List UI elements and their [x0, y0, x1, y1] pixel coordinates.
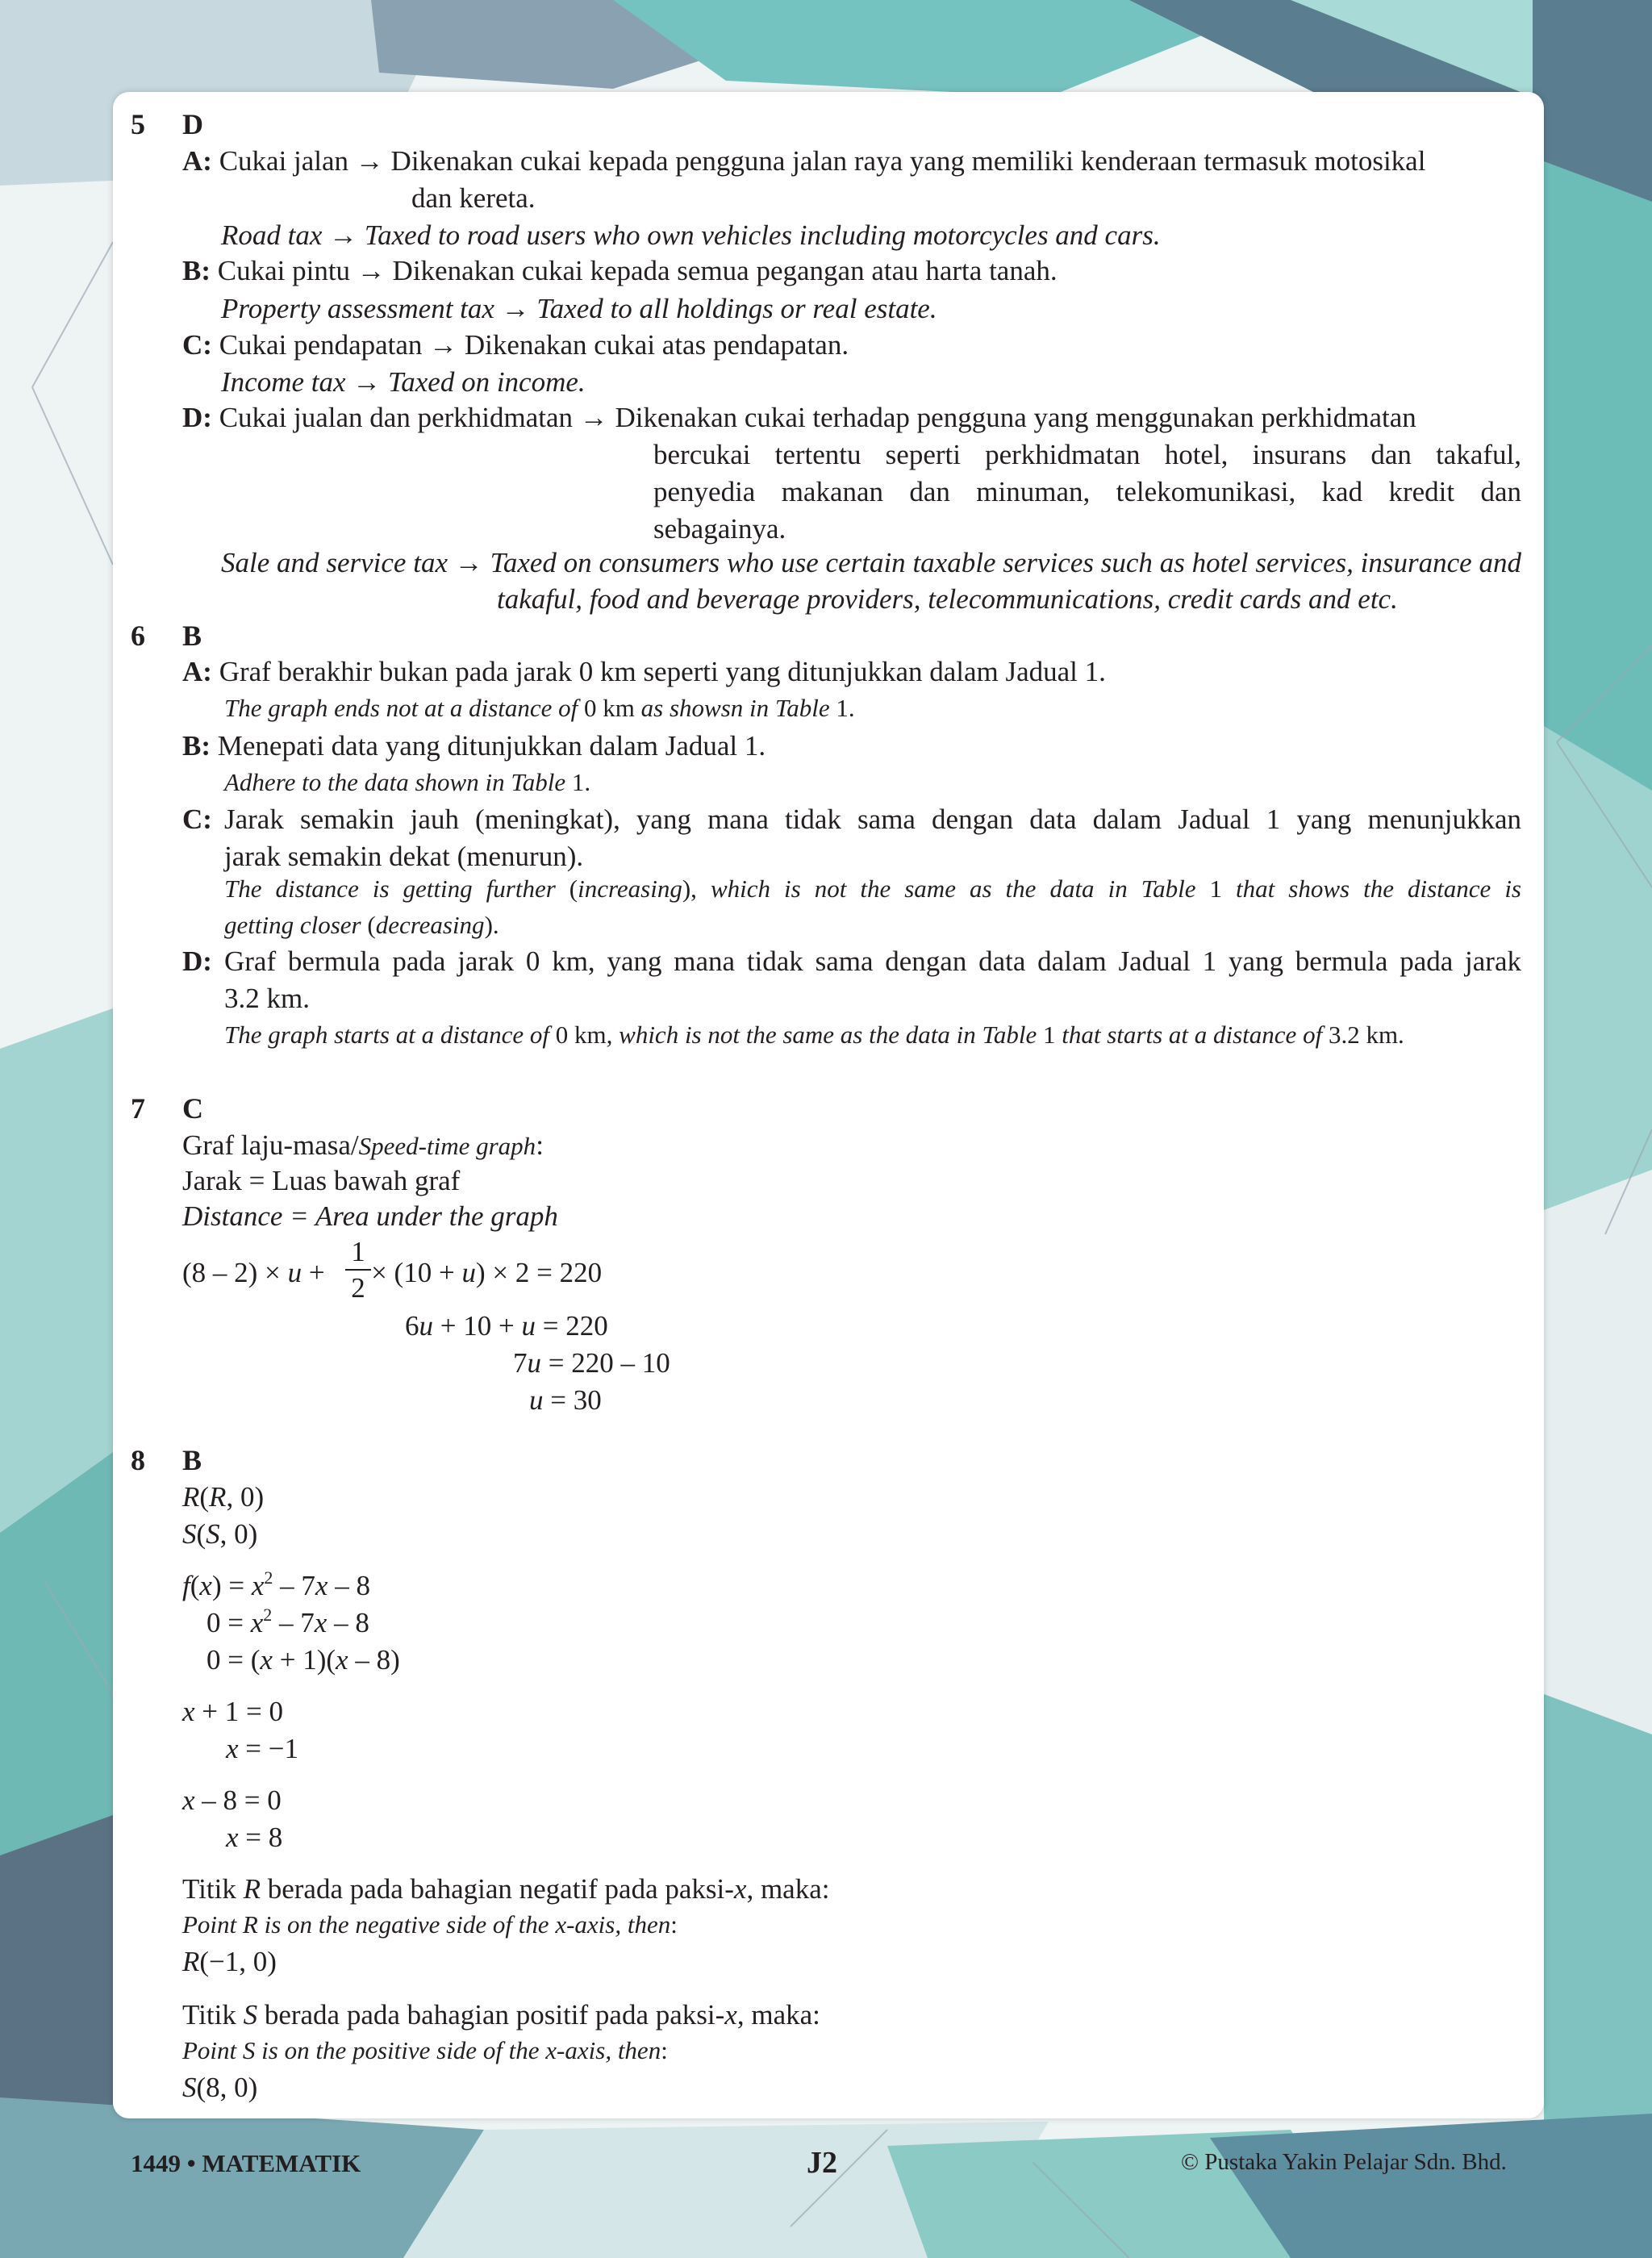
point-s-result: S(8, 0): [182, 2072, 258, 2103]
option-d-text-cont: penyedia makanan dan minuman, telekomunikasi, kad kredit dan: [653, 476, 1521, 507]
question-number: 5: [131, 108, 145, 140]
point-r-statement: Titik R berada pada bahagian negatif pada paksi-x, maka:: [182, 1873, 830, 1905]
question-number: 6: [131, 620, 145, 652]
option-d-text-cont: 3.2 km.: [224, 983, 310, 1014]
option-a-text-cont: dan kereta.: [411, 182, 536, 214]
fraction-half: [345, 1238, 371, 1302]
question-number: 8: [131, 1444, 145, 1476]
fraction-numerator: 1: [351, 1236, 365, 1267]
option-b-translation: Adhere to the data shown in Table 1.: [224, 768, 591, 796]
option-b-text: B: Menepati data yang ditunjukkan dalam Jadual 1.: [182, 730, 766, 762]
option-d-label: D:: [182, 945, 212, 977]
answer-letter: B: [182, 1444, 202, 1476]
equation-line-1: (8 – 2) × u + × (10 + u) × 2 = 220: [182, 1257, 603, 1288]
option-d-text-cont: bercukai tertentu seperti perkhidmatan hotel, insurans dan takaful,: [653, 439, 1521, 470]
equation-line-2: 6u + 10 + u = 220: [405, 1310, 608, 1342]
distance-rule: Jarak = Luas bawah graf: [182, 1165, 461, 1196]
option-d-text: D: Cukai jualan dan perkhidmatan → Dikenakan cukai terhadap pengguna yang menggunakan perkhidmatan: [182, 402, 1416, 433]
function-line-1: $f(x) = x^2 - 7x - 8$: [182, 1567, 370, 1601]
footer-copyright: © Pustaka Yakin Pelajar Sdn. Bhd.: [1181, 2149, 1507, 2175]
point-r: R(R, 0): [182, 1481, 265, 1513]
option-a-text: A: Cukai jalan → Dikenakan cukai kepada pengguna jalan raya yang memiliki kenderaan termasuk motosikal: [182, 145, 1426, 177]
answer-letter: B: [182, 620, 202, 652]
point-r-result: R(−1, 0): [182, 1946, 277, 1977]
equation-line-4: u = 30: [529, 1384, 602, 1416]
option-c-label: C:: [182, 803, 212, 835]
point-s-translation: Point S is on the positive side of the x-axis, then:: [182, 2036, 668, 2064]
option-c-text: Jarak semakin jauh (meningkat), yang mana tidak sama dengan data dalam Jadual 1 yang menunjukkan: [224, 803, 1521, 835]
function-line-3: 0 = (x + 1)(x – 8): [206, 1644, 400, 1676]
fraction-denominator: 2: [351, 1272, 365, 1304]
root-value-1: x = −1: [226, 1733, 299, 1764]
root-equation-2: x – 8 = 0: [182, 1784, 282, 1816]
option-c-translation: The distance is getting further (increasing), which is not the same as the data in Table 1 that shows the distance is: [224, 874, 1521, 903]
root-value-2: x = 8: [226, 1822, 283, 1853]
option-c-translation: Income tax → Taxed on income.: [221, 366, 586, 398]
distance-rule-translation: Distance = Area under the graph: [182, 1200, 558, 1232]
function-line-2: $0 = x^2 - 7x - 8$: [206, 1605, 369, 1638]
point-s: S(S, 0): [182, 1518, 258, 1550]
option-a-translation: Road tax → Taxed to road users who own vehicles including motorcycles and cars.: [221, 219, 1161, 251]
answer-letter: D: [182, 108, 203, 140]
option-c-text-cont: jarak semakin dekat (menurun).: [224, 841, 584, 872]
graph-type-line: Graf laju-masa/Speed-time graph:: [182, 1129, 544, 1161]
option-c-translation-cont: getting closer (decreasing).: [224, 911, 499, 939]
option-b-translation: Property assessment tax → Taxed to all holdings or real estate.: [221, 293, 937, 324]
question-number: 7: [131, 1092, 145, 1125]
equation-line-3: 7u = 220 – 10: [513, 1347, 670, 1379]
option-d-text: Graf bermula pada jarak 0 km, yang mana tidak sama dengan data dalam Jadual 1 yang bermula pada jarak: [224, 945, 1521, 977]
option-d-text-cont: sebagainya.: [653, 513, 786, 545]
answer-letter: C: [182, 1092, 203, 1125]
option-a-text: A: Graf berakhir bukan pada jarak 0 km seperti yang ditunjukkan dalam Jadual 1.: [182, 656, 1106, 687]
point-r-translation: Point R is on the negative side of the x-axis, then:: [182, 1910, 678, 1939]
option-d-translation: The graph starts at a distance of 0 km, which is not the same as the data in Table 1 that starts at a distance of 3.2 km.: [224, 1020, 1404, 1049]
option-d-translation: Sale and service tax → Taxed on consumers who use certain taxable services such as hotel services, insurance and: [221, 547, 1521, 578]
root-equation-1: x + 1 = 0: [182, 1696, 284, 1727]
footer-subject: 1449 • MATEMATIK: [131, 2149, 361, 2177]
point-s-statement: Titik S berada pada bahagian positif pada paksi-x, maka:: [182, 1999, 820, 2031]
option-b-text: B: Cukai pintu → Dikenakan cukai kepada semua pegangan atau harta tanah.: [182, 255, 1058, 286]
option-a-translation: The graph ends not at a distance of 0 km as showsn in Table 1.: [224, 694, 855, 722]
page-number: J2: [807, 2146, 837, 2180]
option-c-text: C: Cukai pendapatan → Dikenakan cukai atas pendapatan.: [182, 329, 849, 361]
option-d-translation-cont: takaful, food and beverage providers, telecommunications, credit cards and etc.: [497, 583, 1398, 615]
